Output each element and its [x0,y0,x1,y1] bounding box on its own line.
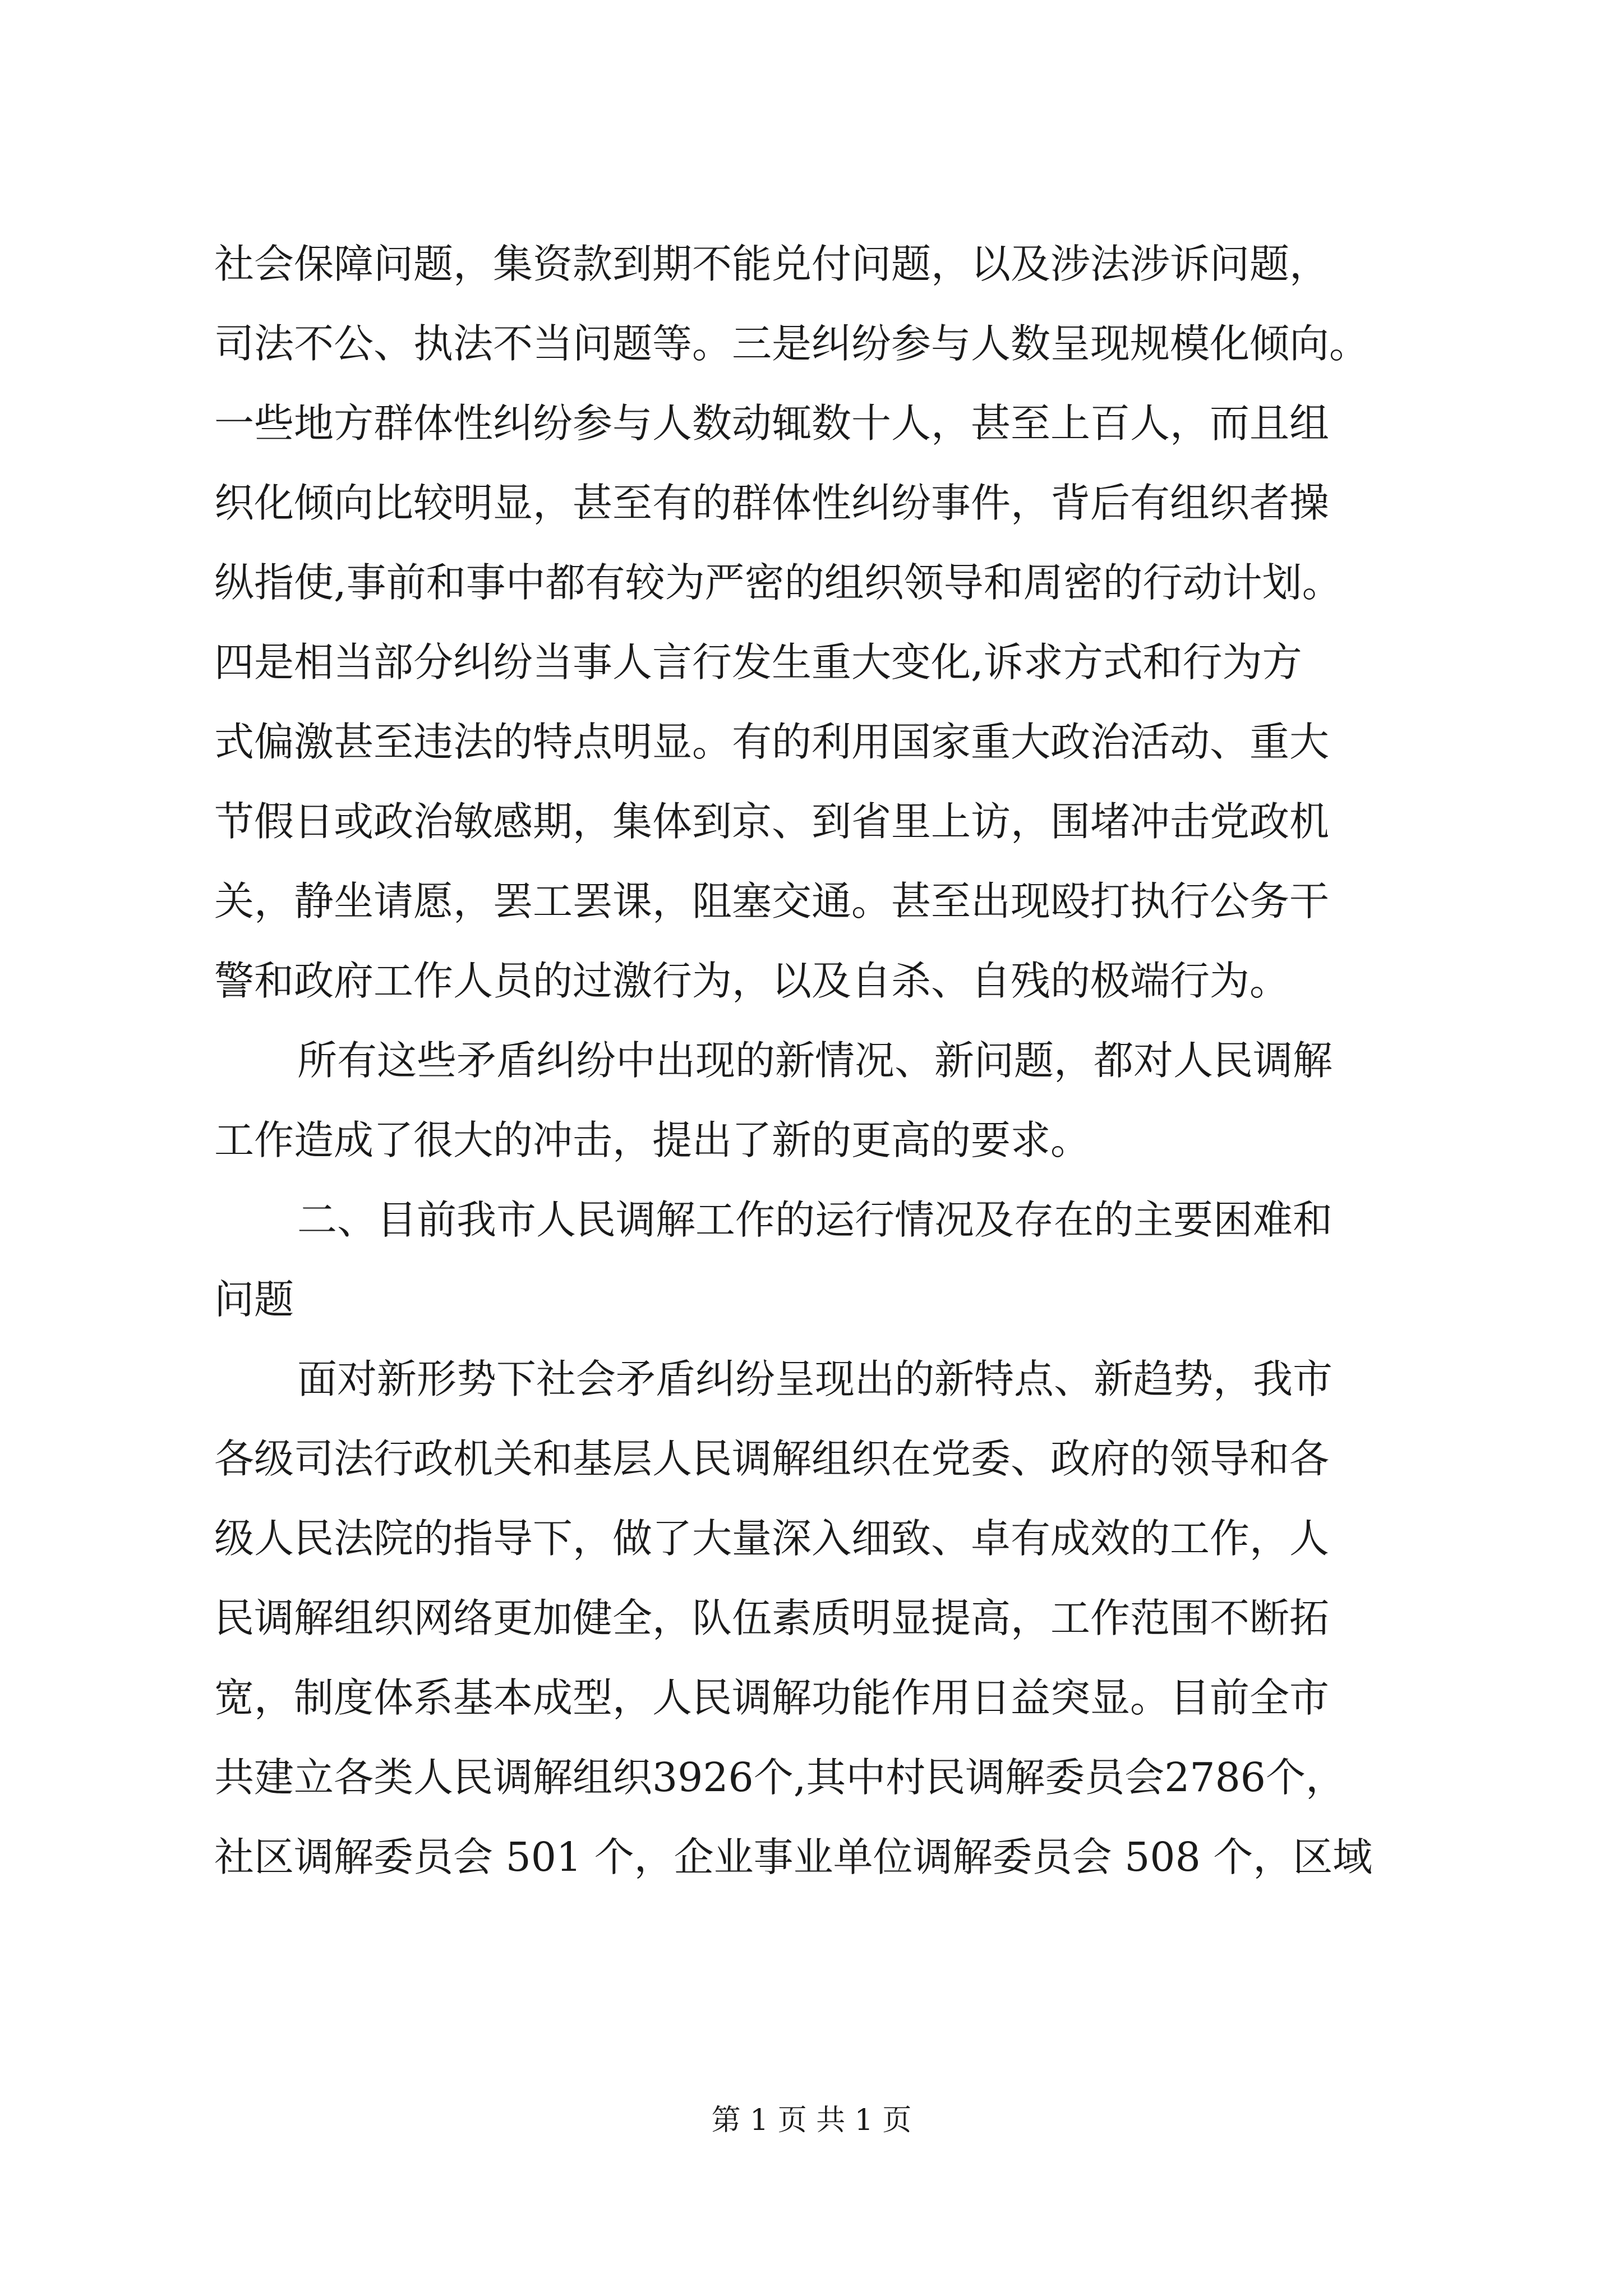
text-line: 警和政府工作人员的过激行为，以及自杀、自残的极端行为。 [214,958,1290,1004]
section-heading-line: 二、目前我市人民调解工作的运行情况及存在的主要困难和 [297,1197,1333,1243]
text-line: 宽，制度体系基本成型，人民调解功能作用日益突显。目前全市 [214,1674,1330,1721]
paragraph-start-line: 所有这些矛盾纠纷中出现的新情况、新问题，都对人民调解 [297,1037,1333,1084]
text-line: 织化倾向比较明显，甚至有的群体性纠纷事件，背后有组织者操 [214,480,1330,526]
paragraph-start-line: 面对新形势下社会矛盾纠纷呈现出的新特点、新趋势，我市 [297,1356,1333,1402]
text-line: 关，静坐请愿，罢工罢课，阻塞交通。甚至出现殴打执行公务干 [214,878,1330,924]
page-footer [0,2098,1623,2143]
text-line: 四是相当部分纠纷当事人言行发生重大变化,诉求方式和行为方 [214,639,1302,685]
text-line: 司法不公、执法不当问题等。三是纠纷参与人数呈现规模化倾向。 [214,320,1370,367]
text-line: 共建立各类人民调解组织3926个,其中村民调解委员会2786个， [214,1754,1345,1801]
text-line: 工作造成了很大的冲击，提出了新的更高的要求。 [214,1117,1091,1163]
text-line: 社区调解委员会 501 个，企业事业单位调解委员会 508 个，区域 [214,1834,1373,1880]
text-line: 社会保障问题，集资款到期不能兑付问题，以及涉法涉诉问题， [214,241,1330,287]
text-line: 节假日或政治敏感期，集体到京、到省里上访，围堵冲击党政机 [214,798,1330,845]
text-line: 纵指使,事前和事中都有较为严密的组织领导和周密的行动计划。 [214,559,1342,606]
text-line: 一些地方群体性纠纷参与人数动辄数十人，甚至上百人，而且组 [214,400,1330,447]
text-line: 级人民法院的指导下，做了大量深入细致、卓有成效的工作，人 [214,1515,1330,1562]
body-text [214,224,1421,1897]
text-line: 各级司法行政机关和基层人民调解组织在党委、政府的领导和各 [214,1435,1330,1482]
text-line: 民调解组织网络更加健全，队伍素质明显提高，工作范围不断拓 [214,1595,1330,1641]
text-line: 式偏激甚至违法的特点明显。有的利用国家重大政治活动、重大 [214,719,1330,765]
page-number-label: 第 1 页 共 1 页 [711,2104,912,2137]
section-heading-line: 问题 [214,1276,294,1323]
